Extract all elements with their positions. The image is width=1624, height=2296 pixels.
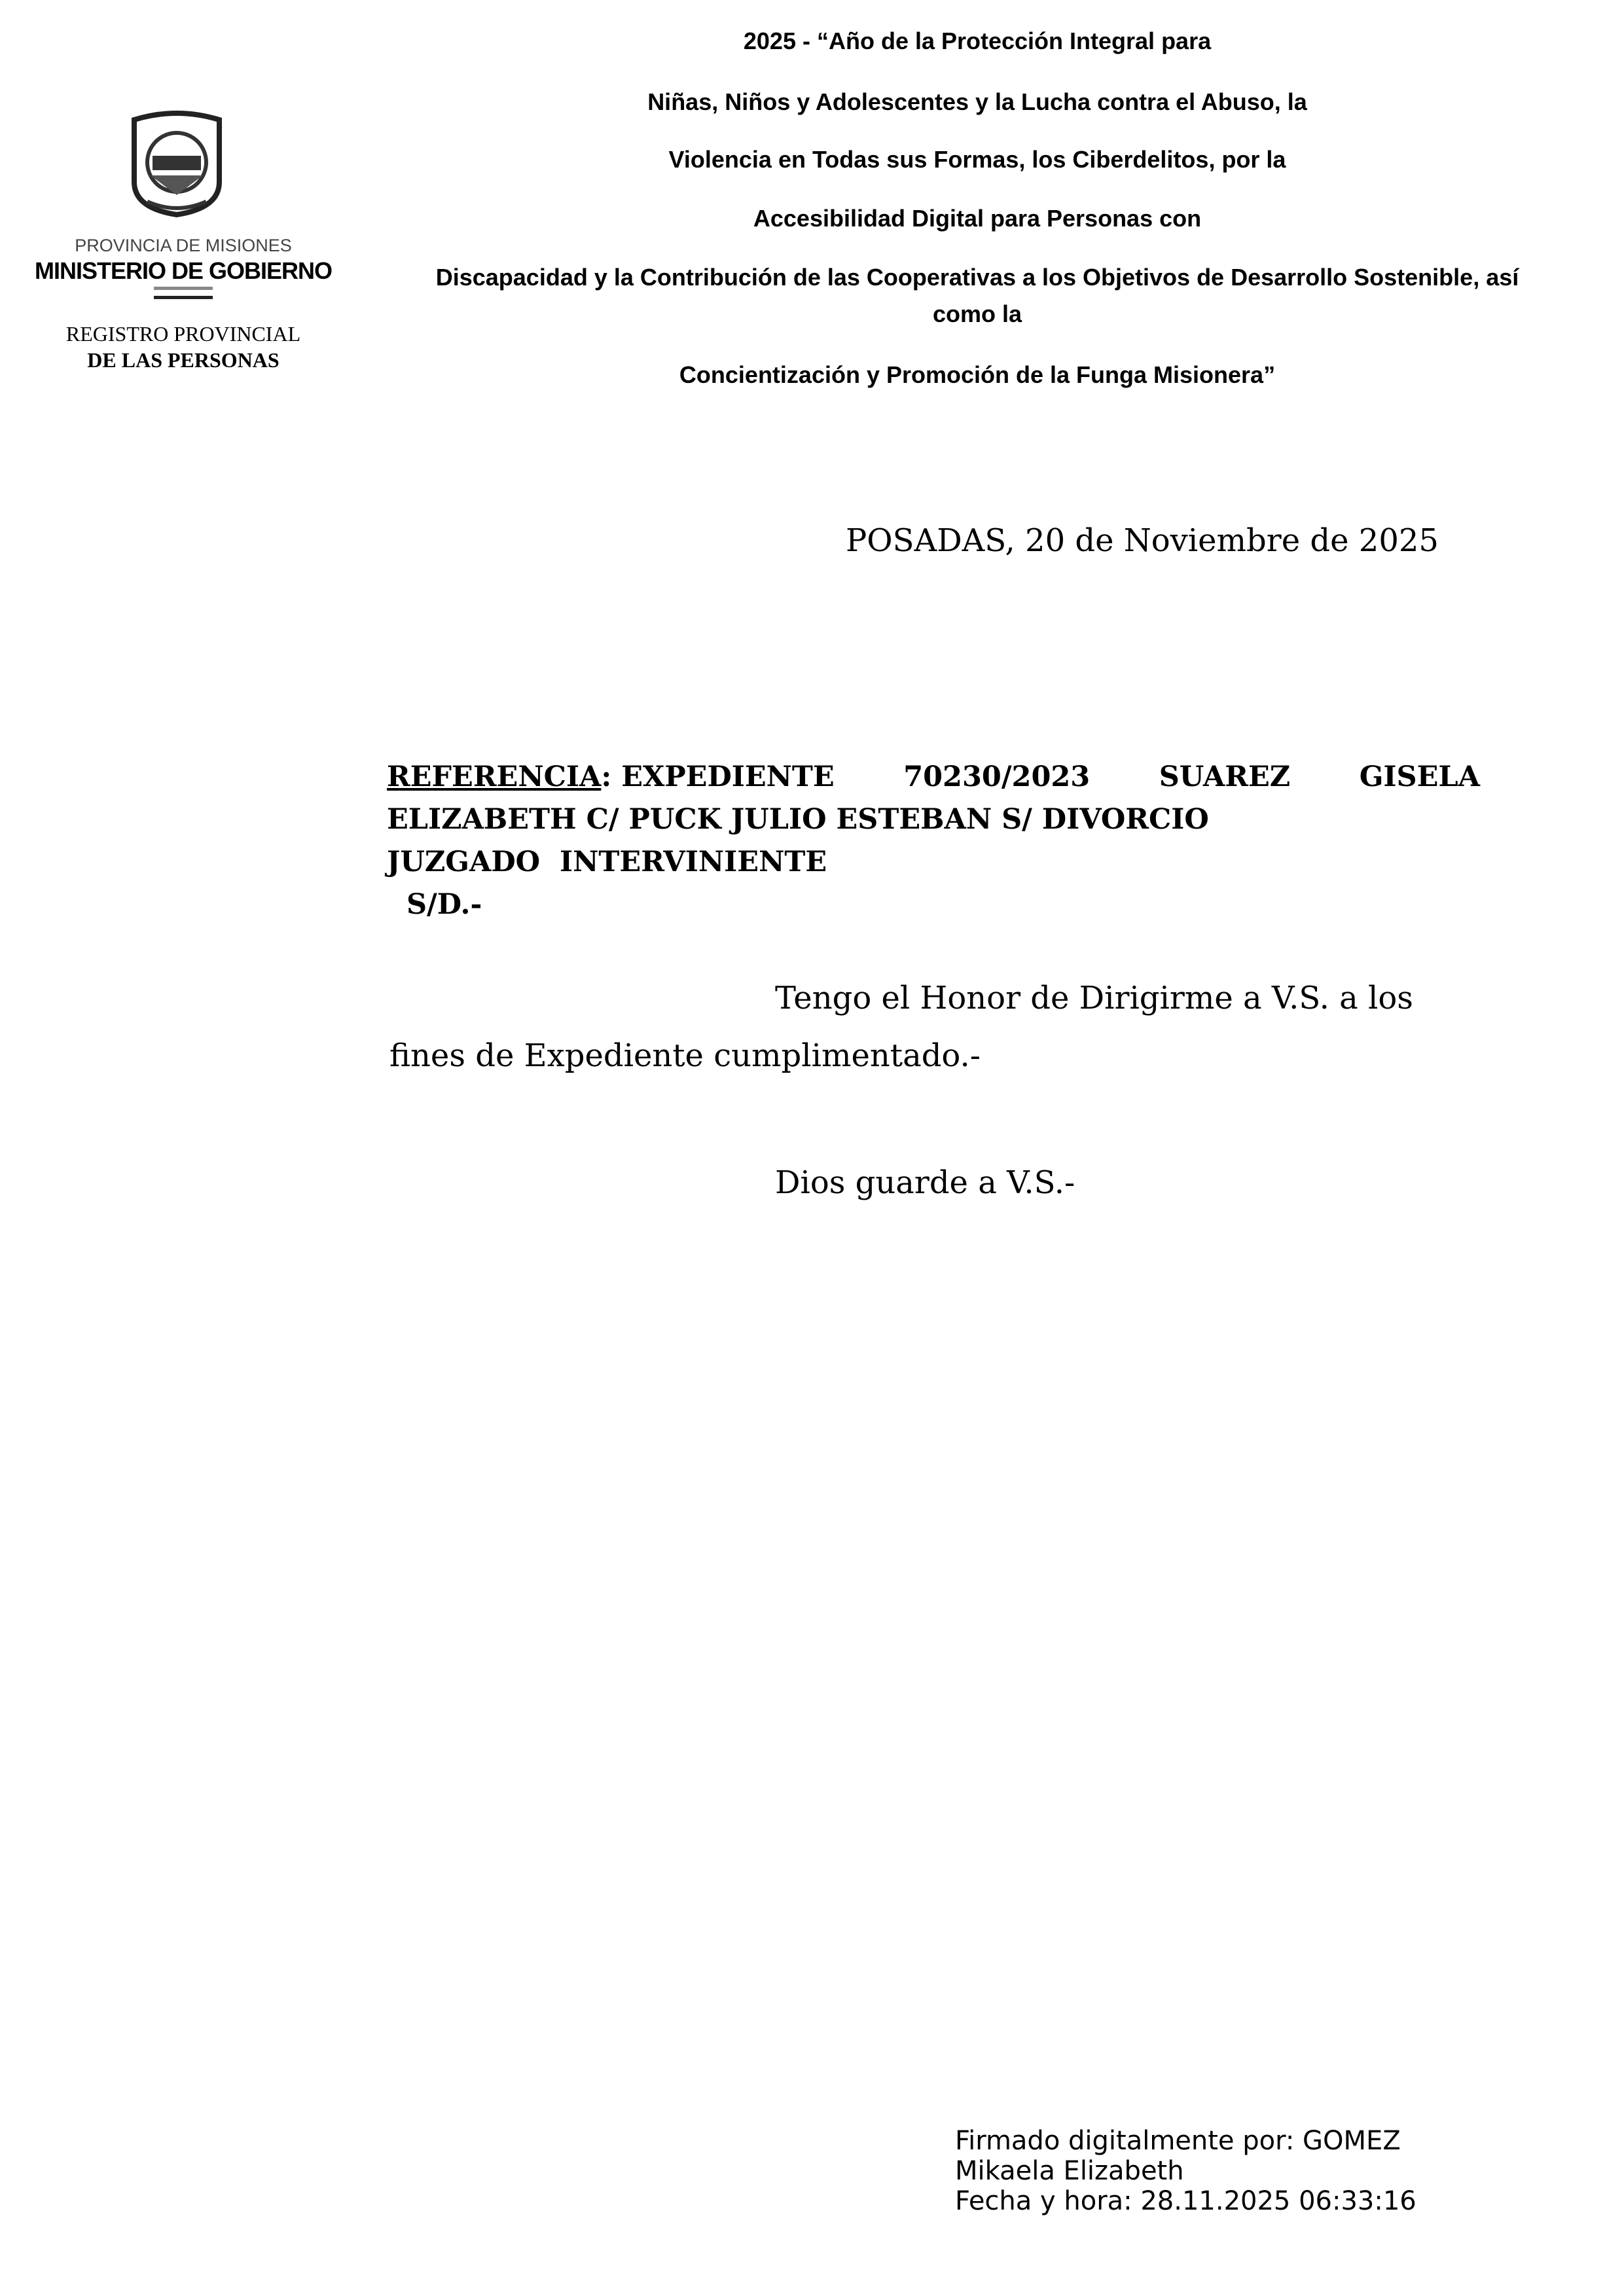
reference-line: JUZGADO INTERVINIENTE — [387, 846, 827, 878]
digital-signature — [955, 2126, 1416, 2216]
body-paragraph-line: Tengo el Honor de Dirigirme a V.S. a los — [775, 980, 1413, 1016]
date-line: POSADAS, 20 de Noviembre de 2025 — [846, 522, 1439, 559]
reference-label: REFERENCIA — [387, 761, 602, 793]
reference-line: ELIZABETH C/ PUCK JULIO ESTEBAN S/ DIVORCIO — [387, 803, 1209, 836]
reference-block — [387, 756, 1480, 926]
closing-line: Dios guarde a V.S.- — [775, 1164, 1075, 1201]
header-line: Accesibilidad Digital para Personas con — [753, 205, 1202, 232]
header-line: como la — [932, 300, 1022, 327]
reference-word: GISELA — [1359, 761, 1480, 793]
registry-line2: DE LAS PERSONAS — [87, 348, 280, 372]
reference-colon: : — [601, 761, 612, 793]
provincial-emblem-icon — [121, 110, 232, 218]
reference-word: SUAREZ — [1159, 761, 1291, 793]
reference-sd: S/D.- — [406, 888, 482, 921]
signature-timestamp: Fecha y hora: 28.11.2025 06:33:16 — [955, 2186, 1416, 2216]
header-line: Violencia en Todas sus Formas, los Ciberdelitos, por la — [668, 146, 1286, 173]
registry-line1: REGISTRO PROVINCIAL — [65, 322, 301, 346]
logo-province: PROVINCIA DE MISIONES — [75, 236, 292, 255]
logo-divider — [154, 296, 213, 299]
logo-ministry: MINISTERIO DE GOBIERNO — [34, 257, 333, 284]
header-line: 2025 - “Año de la Protección Integral para — [743, 27, 1212, 54]
header-line: Niñas, Niños y Adolescentes y la Lucha contra el Abuso, la — [647, 88, 1307, 115]
signature-line: Firmado digitalmente por: GOMEZ — [955, 2126, 1401, 2156]
reference-word: EXPEDIENTE — [621, 761, 835, 793]
body-paragraph-line: fines de Expediente cumplimentado.- — [389, 1037, 981, 1074]
logo-divider — [154, 287, 213, 290]
header-line: Concientización y Promoción de la Funga Misionera” — [679, 361, 1276, 388]
header-line: Discapacidad y la Contribución de las Cooperativas a los Objetivos de Desarrollo Sostenible, así — [435, 264, 1519, 291]
reference-word: 70230/2023 — [903, 761, 1091, 793]
signature-line: Mikaela Elizabeth — [955, 2156, 1184, 2186]
